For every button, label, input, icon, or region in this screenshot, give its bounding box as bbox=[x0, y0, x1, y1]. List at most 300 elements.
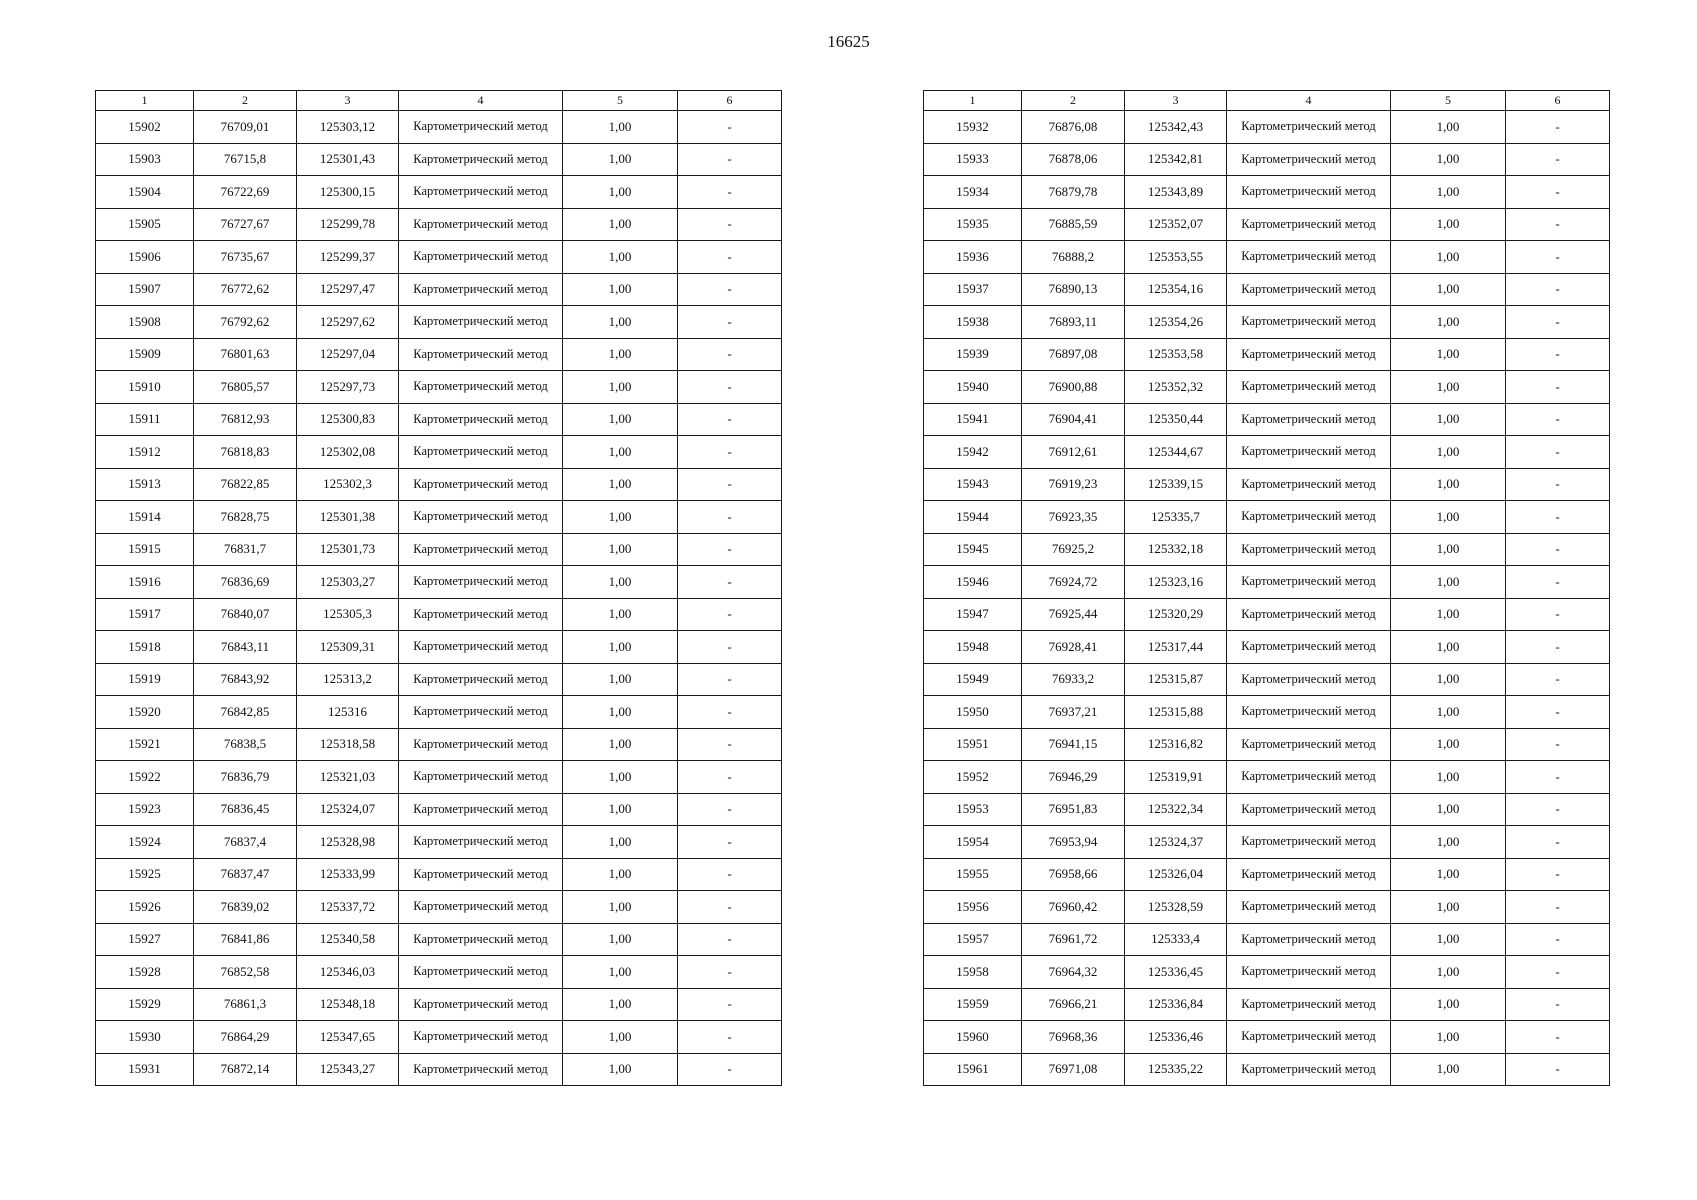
table-cell: 1,00 bbox=[1391, 533, 1506, 566]
table-cell: - bbox=[1506, 176, 1610, 209]
table-cell: 125297,62 bbox=[297, 306, 399, 339]
table-cell: 1,00 bbox=[563, 533, 678, 566]
table-row bbox=[924, 533, 1610, 566]
table-cell: Картометрический метод bbox=[1227, 663, 1391, 696]
table-cell: 125340,58 bbox=[297, 923, 399, 956]
table-cell: 1,00 bbox=[563, 273, 678, 306]
table-cell: 125299,37 bbox=[297, 241, 399, 274]
column-header: 3 bbox=[297, 91, 399, 111]
table-cell: 125343,89 bbox=[1125, 176, 1227, 209]
table-cell: - bbox=[1506, 956, 1610, 989]
table-cell: 125320,29 bbox=[1125, 598, 1227, 631]
table-cell: - bbox=[678, 306, 782, 339]
table-cell: 15949 bbox=[924, 663, 1022, 696]
table-cell: - bbox=[678, 1053, 782, 1086]
table-cell: Картометрический метод bbox=[1227, 858, 1391, 891]
table-cell: 1,00 bbox=[1391, 566, 1506, 599]
table-row bbox=[924, 631, 1610, 664]
table-cell: Картометрический метод bbox=[399, 858, 563, 891]
table-cell: 1,00 bbox=[563, 793, 678, 826]
table-cell: 76792,62 bbox=[194, 306, 297, 339]
table-cell: 15942 bbox=[924, 436, 1022, 469]
table-cell: 15935 bbox=[924, 208, 1022, 241]
table-cell: - bbox=[678, 403, 782, 436]
table-cell: - bbox=[1506, 143, 1610, 176]
table-cell: 1,00 bbox=[563, 728, 678, 761]
table-cell: 125316 bbox=[297, 696, 399, 729]
table-cell: 15940 bbox=[924, 371, 1022, 404]
table-cell: 125343,27 bbox=[297, 1053, 399, 1086]
table-cell: 1,00 bbox=[1391, 1053, 1506, 1086]
table-cell: Картометрический метод bbox=[399, 468, 563, 501]
table-cell: Картометрический метод bbox=[1227, 501, 1391, 534]
table-cell: - bbox=[678, 858, 782, 891]
table-cell: - bbox=[1506, 501, 1610, 534]
table-cell: 125347,65 bbox=[297, 1021, 399, 1054]
table-cell: 76872,14 bbox=[194, 1053, 297, 1086]
table-cell: Картометрический метод bbox=[399, 956, 563, 989]
table-cell: 15939 bbox=[924, 338, 1022, 371]
table-cell: 15925 bbox=[96, 858, 194, 891]
table-row bbox=[96, 566, 782, 599]
table-cell: 15947 bbox=[924, 598, 1022, 631]
table-cell: 1,00 bbox=[1391, 858, 1506, 891]
table-cell: 1,00 bbox=[563, 1053, 678, 1086]
table-cell: - bbox=[678, 533, 782, 566]
table-cell: 125322,34 bbox=[1125, 793, 1227, 826]
table-cell: 15941 bbox=[924, 403, 1022, 436]
table-cell: 125333,99 bbox=[297, 858, 399, 891]
table-cell: 15920 bbox=[96, 696, 194, 729]
table-cell: Картометрический метод bbox=[399, 403, 563, 436]
table-cell: - bbox=[1506, 728, 1610, 761]
table-cell: - bbox=[1506, 761, 1610, 794]
table-cell: 1,00 bbox=[563, 566, 678, 599]
table-cell: - bbox=[1506, 468, 1610, 501]
table-cell: 76843,11 bbox=[194, 631, 297, 664]
table-cell: 1,00 bbox=[1391, 111, 1506, 144]
table-cell: 125350,44 bbox=[1125, 403, 1227, 436]
table-row bbox=[96, 176, 782, 209]
table-cell: Картометрический метод bbox=[399, 761, 563, 794]
table-cell: - bbox=[1506, 403, 1610, 436]
table-cell: 76919,23 bbox=[1022, 468, 1125, 501]
table-row bbox=[96, 858, 782, 891]
table-cell: 1,00 bbox=[563, 598, 678, 631]
table-row bbox=[96, 988, 782, 1021]
table-cell: 1,00 bbox=[1391, 403, 1506, 436]
table-cell: 15933 bbox=[924, 143, 1022, 176]
table-cell: 15945 bbox=[924, 533, 1022, 566]
table-cell: 76805,57 bbox=[194, 371, 297, 404]
table-cell: - bbox=[678, 468, 782, 501]
table-cell: 125301,73 bbox=[297, 533, 399, 566]
table-cell: 125353,55 bbox=[1125, 241, 1227, 274]
table-cell: - bbox=[678, 696, 782, 729]
table-cell: 15907 bbox=[96, 273, 194, 306]
table-cell: - bbox=[1506, 208, 1610, 241]
table-cell: Картометрический метод bbox=[1227, 403, 1391, 436]
table-cell: - bbox=[1506, 566, 1610, 599]
table-cell: 76836,45 bbox=[194, 793, 297, 826]
table-cell: Картометрический метод bbox=[399, 1021, 563, 1054]
table-cell: - bbox=[678, 956, 782, 989]
table-cell: 15923 bbox=[96, 793, 194, 826]
table-cell: - bbox=[1506, 273, 1610, 306]
column-header: 1 bbox=[96, 91, 194, 111]
table-cell: - bbox=[1506, 111, 1610, 144]
table-cell: Картометрический метод bbox=[1227, 468, 1391, 501]
table-cell: Картометрический метод bbox=[1227, 566, 1391, 599]
table-cell: - bbox=[678, 631, 782, 664]
table-cell: Картометрический метод bbox=[399, 826, 563, 859]
table-cell: 125315,88 bbox=[1125, 696, 1227, 729]
table-cell: 1,00 bbox=[563, 988, 678, 1021]
table-row bbox=[924, 468, 1610, 501]
table-cell: 76831,7 bbox=[194, 533, 297, 566]
table-cell: 125300,83 bbox=[297, 403, 399, 436]
table-cell: 125337,72 bbox=[297, 891, 399, 924]
table-cell: 125305,3 bbox=[297, 598, 399, 631]
table-cell: - bbox=[1506, 663, 1610, 696]
table-cell: 125323,16 bbox=[1125, 566, 1227, 599]
table-cell: 125352,07 bbox=[1125, 208, 1227, 241]
table-cell: - bbox=[1506, 533, 1610, 566]
table-row bbox=[924, 598, 1610, 631]
table-row bbox=[96, 1053, 782, 1086]
table-cell: 76876,08 bbox=[1022, 111, 1125, 144]
table-cell: 15953 bbox=[924, 793, 1022, 826]
table-cell: Картометрический метод bbox=[399, 891, 563, 924]
table-cell: 1,00 bbox=[1391, 826, 1506, 859]
table-row bbox=[924, 728, 1610, 761]
table-cell: 76890,13 bbox=[1022, 273, 1125, 306]
table-cell: 1,00 bbox=[1391, 761, 1506, 794]
table-cell: 76885,59 bbox=[1022, 208, 1125, 241]
table-cell: Картометрический метод bbox=[399, 273, 563, 306]
table-cell: 76893,11 bbox=[1022, 306, 1125, 339]
table-cell: 15913 bbox=[96, 468, 194, 501]
table-cell: 1,00 bbox=[1391, 306, 1506, 339]
table-cell: 15922 bbox=[96, 761, 194, 794]
table-cell: Картометрический метод bbox=[1227, 923, 1391, 956]
table-cell: 1,00 bbox=[1391, 891, 1506, 924]
table-cell: 125297,73 bbox=[297, 371, 399, 404]
table-cell: 125344,67 bbox=[1125, 436, 1227, 469]
table-cell: 1,00 bbox=[1391, 1021, 1506, 1054]
coordinates-table-right bbox=[923, 90, 1610, 1086]
table-cell: 125299,78 bbox=[297, 208, 399, 241]
table-cell: - bbox=[678, 891, 782, 924]
table-row bbox=[96, 696, 782, 729]
column-header: 2 bbox=[194, 91, 297, 111]
column-header: 3 bbox=[1125, 91, 1227, 111]
table-cell: 1,00 bbox=[1391, 988, 1506, 1021]
table-cell: 1,00 bbox=[1391, 273, 1506, 306]
table-cell: 15934 bbox=[924, 176, 1022, 209]
table-cell: 125302,08 bbox=[297, 436, 399, 469]
table-cell: 1,00 bbox=[1391, 663, 1506, 696]
table-cell: 76772,62 bbox=[194, 273, 297, 306]
table-cell: 1,00 bbox=[563, 1021, 678, 1054]
table-row bbox=[924, 111, 1610, 144]
table-cell: - bbox=[1506, 1053, 1610, 1086]
table-cell: 76966,21 bbox=[1022, 988, 1125, 1021]
table-cell: 1,00 bbox=[1391, 501, 1506, 534]
table-row bbox=[96, 826, 782, 859]
table-row bbox=[96, 468, 782, 501]
column-header: 4 bbox=[399, 91, 563, 111]
table-cell: 76946,29 bbox=[1022, 761, 1125, 794]
table-row bbox=[924, 696, 1610, 729]
table-row bbox=[924, 241, 1610, 274]
table-cell: Картометрический метод bbox=[1227, 371, 1391, 404]
table-cell: 76843,92 bbox=[194, 663, 297, 696]
table-cell: 1,00 bbox=[563, 208, 678, 241]
table-cell: - bbox=[678, 566, 782, 599]
table-cell: - bbox=[678, 208, 782, 241]
table-cell: - bbox=[1506, 1021, 1610, 1054]
table-cell: 125302,3 bbox=[297, 468, 399, 501]
table-cell: 76861,3 bbox=[194, 988, 297, 1021]
table-cell: 76822,85 bbox=[194, 468, 297, 501]
table-cell: 15957 bbox=[924, 923, 1022, 956]
table-cell: 1,00 bbox=[563, 403, 678, 436]
table-cell: 76937,21 bbox=[1022, 696, 1125, 729]
table-cell: 1,00 bbox=[563, 858, 678, 891]
table-cell: - bbox=[1506, 306, 1610, 339]
table-cell: - bbox=[678, 436, 782, 469]
table-cell: 125333,4 bbox=[1125, 923, 1227, 956]
table-cell: 1,00 bbox=[563, 371, 678, 404]
table-cell: 15931 bbox=[96, 1053, 194, 1086]
column-header: 5 bbox=[563, 91, 678, 111]
table-cell: 1,00 bbox=[1391, 728, 1506, 761]
table-cell: 76812,93 bbox=[194, 403, 297, 436]
column-header: 6 bbox=[1506, 91, 1610, 111]
table-cell: Картометрический метод bbox=[399, 663, 563, 696]
table-cell: 15930 bbox=[96, 1021, 194, 1054]
table-cell: 76904,41 bbox=[1022, 403, 1125, 436]
table-cell: 1,00 bbox=[1391, 598, 1506, 631]
table-cell: 1,00 bbox=[563, 176, 678, 209]
table-header-row bbox=[96, 91, 782, 111]
table-cell: Картометрический метод bbox=[399, 566, 563, 599]
table-cell: 1,00 bbox=[563, 143, 678, 176]
table-cell: 1,00 bbox=[563, 306, 678, 339]
table-cell: - bbox=[678, 826, 782, 859]
table-cell: - bbox=[678, 761, 782, 794]
table-cell: 15906 bbox=[96, 241, 194, 274]
table-cell: 1,00 bbox=[563, 696, 678, 729]
table-cell: Картометрический метод bbox=[1227, 533, 1391, 566]
table-cell: 125303,27 bbox=[297, 566, 399, 599]
table-cell: - bbox=[678, 241, 782, 274]
table-cell: 125335,7 bbox=[1125, 501, 1227, 534]
table-row bbox=[924, 273, 1610, 306]
table-cell: 76864,29 bbox=[194, 1021, 297, 1054]
table-cell: 76838,5 bbox=[194, 728, 297, 761]
table-cell: 76828,75 bbox=[194, 501, 297, 534]
table-row bbox=[96, 436, 782, 469]
table-row bbox=[96, 1021, 782, 1054]
table-cell: 15938 bbox=[924, 306, 1022, 339]
table-row bbox=[96, 371, 782, 404]
table-cell: 15950 bbox=[924, 696, 1022, 729]
table-cell: 76839,02 bbox=[194, 891, 297, 924]
table-cell: 125303,12 bbox=[297, 111, 399, 144]
table-cell: 76879,78 bbox=[1022, 176, 1125, 209]
table-row bbox=[924, 176, 1610, 209]
table-cell: 1,00 bbox=[563, 468, 678, 501]
table-cell: Картометрический метод bbox=[1227, 1021, 1391, 1054]
table-cell: 125324,37 bbox=[1125, 826, 1227, 859]
table-cell: Картометрический метод bbox=[399, 111, 563, 144]
table-cell: 125332,18 bbox=[1125, 533, 1227, 566]
column-header: 2 bbox=[1022, 91, 1125, 111]
table-cell: 1,00 bbox=[563, 631, 678, 664]
table-cell: 76841,86 bbox=[194, 923, 297, 956]
table-cell: 1,00 bbox=[563, 111, 678, 144]
table-row bbox=[924, 826, 1610, 859]
table-cell: 15908 bbox=[96, 306, 194, 339]
table-cell: - bbox=[678, 273, 782, 306]
table-cell: 125301,38 bbox=[297, 501, 399, 534]
table-cell: 125297,47 bbox=[297, 273, 399, 306]
table-cell: 1,00 bbox=[1391, 338, 1506, 371]
table-cell: 76878,06 bbox=[1022, 143, 1125, 176]
table-cell: 15929 bbox=[96, 988, 194, 1021]
table-cell: 125336,84 bbox=[1125, 988, 1227, 1021]
table-cell: Картометрический метод bbox=[1227, 436, 1391, 469]
table-cell: Картометрический метод bbox=[399, 533, 563, 566]
table-cell: - bbox=[678, 923, 782, 956]
table-cell: 76837,47 bbox=[194, 858, 297, 891]
table-cell: Картометрический метод bbox=[1227, 728, 1391, 761]
table-cell: 15932 bbox=[924, 111, 1022, 144]
table-row bbox=[96, 956, 782, 989]
table-cell: - bbox=[1506, 891, 1610, 924]
table-row bbox=[924, 793, 1610, 826]
table-cell: Картометрический метод bbox=[1227, 696, 1391, 729]
table-cell: 1,00 bbox=[1391, 956, 1506, 989]
table-cell: 15910 bbox=[96, 371, 194, 404]
table-cell: - bbox=[1506, 988, 1610, 1021]
table-cell: - bbox=[678, 176, 782, 209]
table-cell: 1,00 bbox=[563, 761, 678, 794]
table-cell: 76941,15 bbox=[1022, 728, 1125, 761]
table-cell: 1,00 bbox=[563, 241, 678, 274]
table-cell: 15914 bbox=[96, 501, 194, 534]
table-row bbox=[924, 956, 1610, 989]
table-cell: 1,00 bbox=[563, 338, 678, 371]
table-cell: 1,00 bbox=[1391, 631, 1506, 664]
table-cell: Картометрический метод bbox=[1227, 598, 1391, 631]
table-cell: 1,00 bbox=[563, 956, 678, 989]
table-cell: 15944 bbox=[924, 501, 1022, 534]
table-cell: Картометрический метод bbox=[1227, 338, 1391, 371]
table-cell: Картометрический метод bbox=[399, 598, 563, 631]
table-cell: 1,00 bbox=[1391, 923, 1506, 956]
table-cell: Картометрический метод bbox=[399, 371, 563, 404]
table-cell: - bbox=[678, 793, 782, 826]
table-cell: 15955 bbox=[924, 858, 1022, 891]
table-cell: - bbox=[678, 338, 782, 371]
table-row bbox=[96, 533, 782, 566]
table-cell: 1,00 bbox=[563, 663, 678, 696]
table-cell: 15961 bbox=[924, 1053, 1022, 1086]
table-cell: Картометрический метод bbox=[399, 988, 563, 1021]
table-cell: Картометрический метод bbox=[1227, 988, 1391, 1021]
table-cell: 76722,69 bbox=[194, 176, 297, 209]
table-cell: Картометрический метод bbox=[1227, 143, 1391, 176]
table-cell: 76951,83 bbox=[1022, 793, 1125, 826]
table-cell: 1,00 bbox=[1391, 208, 1506, 241]
table-row bbox=[96, 728, 782, 761]
table-cell: 15948 bbox=[924, 631, 1022, 664]
table-cell: Картометрический метод bbox=[1227, 1053, 1391, 1086]
table-cell: 76897,08 bbox=[1022, 338, 1125, 371]
table-cell: - bbox=[1506, 241, 1610, 274]
table-cell: 15954 bbox=[924, 826, 1022, 859]
table-cell: - bbox=[1506, 371, 1610, 404]
table-cell: Картометрический метод bbox=[1227, 208, 1391, 241]
table-cell: 1,00 bbox=[1391, 696, 1506, 729]
table-cell: Картометрический метод bbox=[1227, 793, 1391, 826]
table-cell: - bbox=[678, 1021, 782, 1054]
table-cell: 15927 bbox=[96, 923, 194, 956]
column-header: 5 bbox=[1391, 91, 1506, 111]
table-cell: 125342,81 bbox=[1125, 143, 1227, 176]
table-cell: - bbox=[1506, 598, 1610, 631]
page-number: 16625 bbox=[827, 32, 870, 51]
table-cell: Картометрический метод bbox=[399, 338, 563, 371]
table-cell: 125336,45 bbox=[1125, 956, 1227, 989]
table-cell: 76715,8 bbox=[194, 143, 297, 176]
table-cell: 125326,04 bbox=[1125, 858, 1227, 891]
table-cell: 76836,69 bbox=[194, 566, 297, 599]
column-header: 6 bbox=[678, 91, 782, 111]
table-cell: 15959 bbox=[924, 988, 1022, 1021]
table-row bbox=[96, 143, 782, 176]
table-cell: 76924,72 bbox=[1022, 566, 1125, 599]
table-cell: - bbox=[1506, 338, 1610, 371]
table-row bbox=[96, 761, 782, 794]
table-cell: Картометрический метод bbox=[1227, 631, 1391, 664]
table-cell: 125354,16 bbox=[1125, 273, 1227, 306]
table-cell: 76958,66 bbox=[1022, 858, 1125, 891]
table-row bbox=[924, 923, 1610, 956]
table-cell: Картометрический метод bbox=[1227, 826, 1391, 859]
table-cell: Картометрический метод bbox=[1227, 111, 1391, 144]
table-cell: 15952 bbox=[924, 761, 1022, 794]
table-row bbox=[924, 208, 1610, 241]
table-cell: Картометрический метод bbox=[399, 923, 563, 956]
table-cell: 76709,01 bbox=[194, 111, 297, 144]
table-cell: 125309,31 bbox=[297, 631, 399, 664]
table-cell: - bbox=[1506, 858, 1610, 891]
table-cell: 76840,07 bbox=[194, 598, 297, 631]
table-cell: 76818,83 bbox=[194, 436, 297, 469]
table-row bbox=[924, 338, 1610, 371]
table-cell: 15916 bbox=[96, 566, 194, 599]
table-cell: 125301,43 bbox=[297, 143, 399, 176]
table-cell: 15946 bbox=[924, 566, 1022, 599]
table-row bbox=[924, 858, 1610, 891]
table-cell: 15912 bbox=[96, 436, 194, 469]
table-cell: 125346,03 bbox=[297, 956, 399, 989]
table-cell: 15904 bbox=[96, 176, 194, 209]
